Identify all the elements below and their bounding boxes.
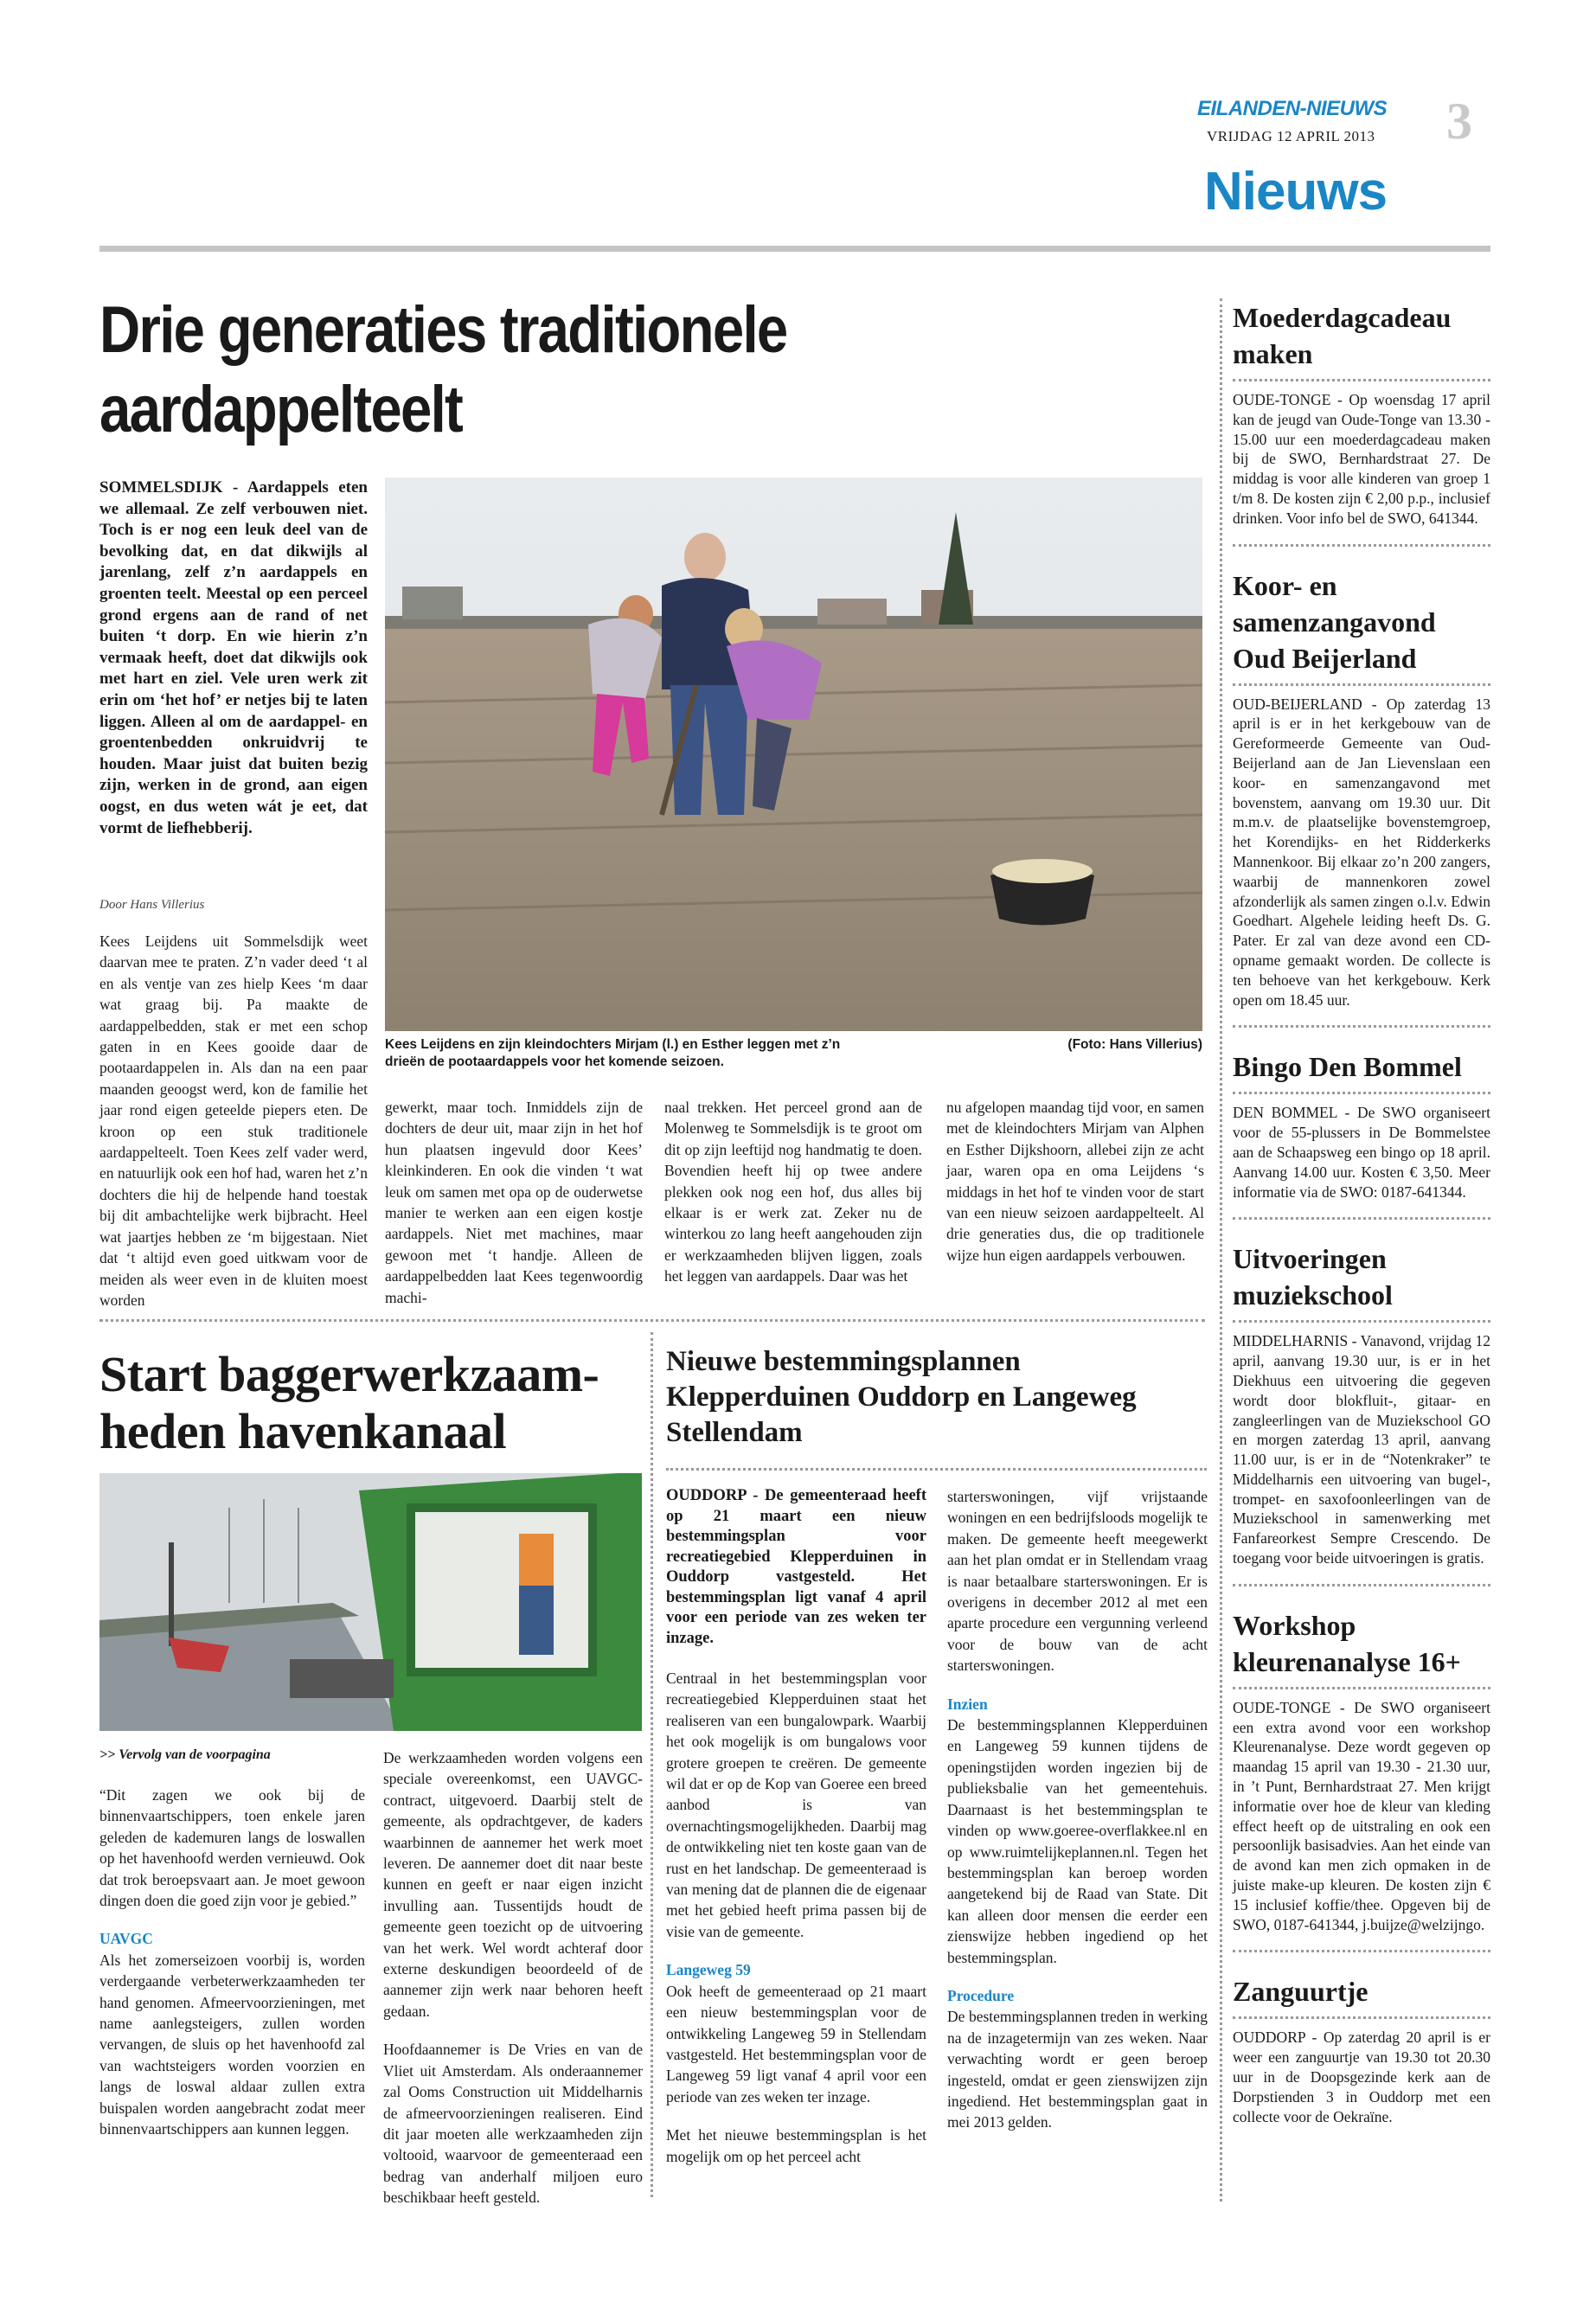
article3-lead: OUDDORP - De gemeenteraad heeft op 21 maart een nieuw bestemmingsplan voor recreatiegebied Klepperduinen in Ouddorp vastgesteld. Het bestemmingsplan ligt vanaf 4 april voor een periode van zes weken ter inzage. (666, 1487, 926, 1647)
sidebar-rule (1233, 1320, 1490, 1323)
article2-col2 (383, 1747, 643, 2226)
sidebar-divider (1233, 544, 1490, 547)
sidebar-item (1233, 1240, 1490, 1580)
article3-col1-paragraph: Centraal in het bestemmingsplan voor recreatiegebied Klepperduinen staat het realiseren van een bungalowpark. Waarbij het ook mogelijk is om bungalows voor grotere groepen te creëren. De gemeente wil dat er op de Kop van Goeree een breed aanbod is van overnachtingsmogelijkheden. Daarbij mag de ontwikkeling niet ten koste gaan van de rust en het landschap. De gemeenteraad is van mening dat de plannen die de eigenaar met het gebied heeft prima passen bij de visie van de gemeente. (666, 1670, 926, 1940)
field-photo (385, 478, 1202, 1031)
sidebar-divider (1233, 1025, 1490, 1028)
sidebar-rule (1233, 379, 1490, 381)
sidebar-item-heading: Uitvoeringen muziekschool (1233, 1243, 1393, 1311)
sidebar-divider (1233, 1217, 1490, 1220)
article1-col3: naal trekken. Het perceel grond aan de Molenweg te Sommelsdijk is te groot om dit op zijn leeftijd nog handmatig te doen. Bovendien heeft hij op twee andere plekken ook nog een hof, dus alles bij elkaar is er werk zat. Zeker nu de winterkou zo lang heeft aangehouden zijn er werkzaamheden blijven liggen, zoals het leggen van aardappels. Daar was het (664, 1099, 922, 1285)
sidebar-item-heading: Moederdagcadeau maken (1233, 302, 1452, 369)
article1-photo (385, 478, 1202, 1031)
divider-vertical-sidebar (1220, 298, 1222, 2202)
sidebar-item-heading: Koor- en samenzangavond Oud Beijerland (1233, 569, 1436, 674)
article3-col2-paragraph: starterswoningen, vijf vrijstaande woningen en een bedrijfsloods mogelijk te maken. De gemeente heeft meegewerkt aan het plan omdat er in Stellendam vraag is naar betaalbare starterswoningen. Er is overigens in december 2012 al met een aparte procedure een vergunning verleend voor de bouw van de acht starterswoningen. (947, 1488, 1208, 1675)
article1-lead: SOMMELSDIJK - Aardappels eten we allemaal. Ze zelf verbouwen niet. Toch is er nog een leuk deel van de bevolking dat, en dat dikwijls al jarenlang, zelf z’n aardappels en groenten teelt. Meestal op een perceel grond ergens aan de rand of net buiten ‘t dorp. En wie hierin z’n vermaak heeft, doet dat dikwijls ook met hart en ziel. Vele uren werk zit erin om ‘het hof’ er netjes bij te laten liggen. Alleen al om de aardappel- en groentenbedden onkruidvrij te houden. Maar juist dat buiten bezig zijn, werken in de grond, aan eigen oogst, en dus weten wát je eet, dat vormt de liefhebberij. (99, 478, 368, 837)
sidebar-item (1233, 1048, 1490, 1214)
article3-col2-paragraph: De bestemmingsplannen Klepperduinen en Langeweg 59 kunnen tijdens de openingstijden worden ingezien bij de publieksbalie van het gemeentehuis. Daarnaast is het bestemmingsplan te vinden op www.goeree-overflakkee.nl en op www.ruimtelijkeplannen.nl. Tegen het bestemmingsplan kan beroep worden aangetekend bij de Raad van State. Dit kan alleen door mensen die eerder een zienswijze hebben ingediend op het bestemmingsplan. (947, 1716, 1208, 1966)
article2-col1 (99, 1785, 365, 2157)
article2-col2-paragraph: Hoofdaannemer is De Vries en van de Vliet uit Amsterdam. Als onderaannemer zal Ooms Construction uit Middelharnis de afmeervoorzieningen realiseren. Eind dit jaar moeten alle werkzaamheden zijn voltooid, waarvoor de gemeenteraad een bedrag van anderhalf miljoen euro beschikbaar heeft gesteld. (383, 2041, 643, 2207)
harbor-photo (99, 1473, 642, 1731)
sidebar-item-heading: Workshop kleurenanalyse 16+ (1233, 1609, 1461, 1677)
brand-logo: EILANDEN-NIEUWS (1197, 97, 1388, 120)
sidebar-item-text: OUDE-TONGE - Op woensdag 17 april kan de jeugd van Oude-Tonge van 13.30 - 15.00 uur een moederdagcadeau maken bij de SWO, Bernhardstraat 27. De middag is voor alle kinderen van groep 1 t/m 8. De kosten zijn € 2,00 p.p., inclusief drinken. Voor info bel de SWO, 641344. (1233, 391, 1490, 527)
article2-col1-paragraph: Als het zomerseizoen voorbij is, worden verdergaande verbeterwerkzaamheden ter hand genomen. Afmeervoorzieningen, met name aanlegsteigers, zullen worden vervangen, de sluis op het havenhoofd zal van wachtsteigers worden voorzien en langs de loswal aldaar zullen extra buispalen worden aangebracht zodat meer binnenvaartschippers aan kunnen leggen. (99, 1951, 365, 2138)
article3-rule (666, 1468, 1207, 1471)
sidebar-rule (1233, 1687, 1490, 1689)
article1-headline: Drie generaties traditionele aardappelteelt (99, 293, 787, 446)
sidebar-rule (1233, 683, 1490, 686)
sidebar-item (1233, 1607, 1490, 1947)
article2-subhead-uavgc: UAVGC (99, 1930, 153, 1948)
header-rule (99, 246, 1490, 252)
article3-col1 (666, 1486, 926, 2184)
sidebar-item (1233, 299, 1490, 541)
sidebar-item-text: OUDE-TONGE - De SWO organiseert een extra avond voor een workshop Kleurenanalyse. Deze wordt gegeven op maandag 15 april van 19.30 - 21.30 uur, in ’t Punt, Bernhardstraat 27. Men krijgt informatie over hoe de kleur van kleding effect heeft op de uitstraling en ook een persoonlijk basisadvies. Aan het einde van de avond kan men zich opmaken in de juiste make-up kleuren. De kosten zijn € 15 inclusief koffie/thee. Opgeven bij de SWO, 0187-641344, j.buijze@welzijngo. (1233, 1698, 1490, 1933)
sidebar-divider (1233, 1950, 1490, 1952)
sidebar-item-text: MIDDELHARNIS - Vanavond, vrijdag 12 april, aanvang 19.30 uur, is er in het Diekhuus een uitvoering die gegeven wordt door blokfluit-, gitaar- en zangleerlingen van de Muziekschool GO en morgen zaterdag 13 april, aanvang 11.00 uur, is er in de “Notenkraker” te Middelharnis een uitvoering van bugel-, trompet- en saxofoonleerlingen van de Muziekschool in samenwerking met Fanfareorkest Sempre Crescendo. De toegang voor beide uitvoeringen is gratis. (1233, 1332, 1490, 1567)
article2-headline: Start baggerwerkzaam- heden havenkanaal (99, 1346, 599, 1459)
sidebar (1233, 299, 1490, 2126)
article3-subhead-procedure: Procedure (947, 1986, 1015, 2004)
sidebar-rule (1233, 1092, 1490, 1094)
article3-subhead-inzien: Inzien (947, 1695, 988, 1713)
sidebar-item-heading: Zanguurtje (1233, 1976, 1368, 2008)
article2-col1-paragraph: “Dit zagen we ook bij de binnenvaartschippers, toen enkele jaren geleden de kademuren langs de loswallen op het havenhoofd werden vernieuwd. Ook dat trok beroepsvaart aan. Je moet gewoon dingen doen die goed zijn voor je gebied.” (99, 1786, 365, 1910)
article2-photo (99, 1473, 642, 1731)
article1-col2: gewerkt, maar toch. Inmiddels zijn de dochters de deur uit, maar zijn in het hof hun plaatsen ingevuld door Kees’ kleinkinderen. En ook die vinden ‘t wat leuk om samen met opa op de ouderwetse manier te werken aan een eigen kostje aardappels. Niet met machines, maar gewoon met ‘t handje. Alleen de aardappelbedden laat Kees tegenwoordig machi- (385, 1099, 643, 1306)
article2-col2-paragraph: De werkzaamheden worden volgens een speciale overeenkomst, een UAVGC-contract, uitgevoerd. Daarbij stelt de gemeente, als opdrachtgever, de kaders waarbinnen de aannemer het werk moet leveren. De aannemer doet dit naar beste kunnen en geeft er naar eigen inzicht invulling aan. Tussentijds houdt de gemeente geen toezicht op de uitvoering van het werk. Wel wordt achteraf door externe deskundigen beoordeeld of de aannemer zijn werk naar behoren heeft gedaan. (383, 1749, 643, 2020)
page-number: 3 (1446, 93, 1472, 150)
section-title: Nieuws (1204, 162, 1388, 221)
article3-col2-paragraph: De bestemmingsplannen treden in werking na de inzagetermijn van zes weken. Naar verwachting wordt er geen beroep ingesteld, omdat er geen zienswijzen zijn ingediend. Het bestemmingsplan gaat in mei 2013 gelden. (947, 2008, 1208, 2131)
article3-col1-paragraph: Met het nieuwe bestemmingsplan is het mogelijk om op het perceel acht (666, 2126, 926, 2165)
divider-horizontal (99, 1319, 1205, 1322)
sidebar-item-text: DEN BOMMEL - De SWO organiseert voor de 55-plussers in De Bommelstee aan de Schaapsweg een bingo op 18 april. Aanvang 14.00 uur. Kosten € 3,50. Meer informatie via de SWO: 0187-641344. (1233, 1104, 1490, 1201)
divider-vertical-middle (651, 1332, 653, 2197)
sidebar-item-heading: Bingo Den Bommel (1233, 1051, 1462, 1083)
article3-col2 (947, 1486, 1208, 2150)
article2-continued: >> Vervolg van de voorpagina (99, 1747, 271, 1762)
sidebar-item (1233, 1973, 1490, 2126)
sidebar-item (1233, 567, 1490, 1022)
article1-caption: Kees Leijdens en zijn kleindochters Mirjam (l.) en Esther leggen met z’n drieën de pootaardappels voor het komende seizoen. (385, 1037, 841, 1069)
article3-subhead-langeweg: Langeweg 59 (666, 1961, 751, 1979)
article1-byline: Door Hans Villerius (99, 898, 205, 912)
sidebar-item-text: OUD-BEIJERLAND - Op zaterdag 13 april is er in het kerkgebouw van de Gereformeerde Gemeente van Oud-Beijerland aan de Jan Lievenslaan een koor- en samenzangavond met bovenstem, aanvang om 19.30 uur. Dit m.m.v. de plaatselijke bovenstemgroep, het Korendijks- en het Ridderkerks Mannenkoor. Bij elkaar zo’n 200 zangers, waarbij de mannenkoren zowel afzonderlijk als samen zingen o.l.v. Edwin Goedhart. Algehele leiding heeft Ds. G. Pater. Er zal van deze avond een CD-opname gemaakt worden. De collecte is ten behoeve van het kerkgebouw. Kerk open om 18.45 uur. (1233, 695, 1490, 1009)
article1-col4: nu afgelopen maandag tijd voor, en samen met de kleindochters Mirjam van Alphen en Esther Dijkshoorn, allebei zijn ze acht jaar, waren opa en oma Leijdens ‘s middags in het hof te vinden voor de start van een nieuw seizoen aardappelteelt. Al drie generaties dus, die op traditionele wijze hun eigen aardappels verbouwen. (946, 1099, 1204, 1264)
article1-photo-credit: (Foto: Hans Villerius) (1067, 1037, 1202, 1052)
sidebar-divider (1233, 1584, 1490, 1586)
article1-col1: Kees Leijdens uit Sommelsdijk weet daarvan mee te praten. Z’n vader deed ‘t al en als ventje van zes hielp Kees ‘m daar wat graag bij. Pa maakte de aardappelbedden, stak er met een schop gaten in en Kees gooide daar de pootaardappelen in. Als dan na een paar maanden geoogst werd, kon de familie het jaar rond eigen geteelde piepers eten. De kroon op een stuk traditionele aardappelteelt. Toen Kees zelf vader werd, en natuurlijk ook een hof had, waren het z’n dochters die hij de helpende hand toestak bij dit ambachtelijke werk bijbracht. Heel wat jaartjes hebben ze ‘m bijgestaan. Niet dat ‘t altijd even goed uitkwam voor de meiden als weer even in de kluiten moest worden (99, 933, 368, 1309)
sidebar-rule (1233, 2016, 1490, 2019)
article3-headline: Nieuwe bestemmingsplannen Klepperduinen Ouddorp en Langeweg Stellendam (666, 1346, 1137, 1448)
sidebar-item-text: OUDDORP - Op zaterdag 20 april is er weer een zanguurtje van 19.30 tot 20.30 uur in de Doopsgezinde kerk aan de Dorpstienden 3 in Ouddorp met een collecte voor de Oekraïne. (1233, 2029, 1490, 2125)
article3-col1-paragraph: Ook heeft de gemeenteraad op 21 maart een nieuw bestemmingsplan voor de ontwikkeling Langeweg 59 in Stellendam vastgesteld. Het bestemmingsplan voor de Langeweg 59 ligt vanaf 4 april voor een periode van zes weken ter inzage. (666, 1982, 926, 2106)
issue-date: VRIJDAG 12 APRIL 2013 (1207, 128, 1375, 144)
